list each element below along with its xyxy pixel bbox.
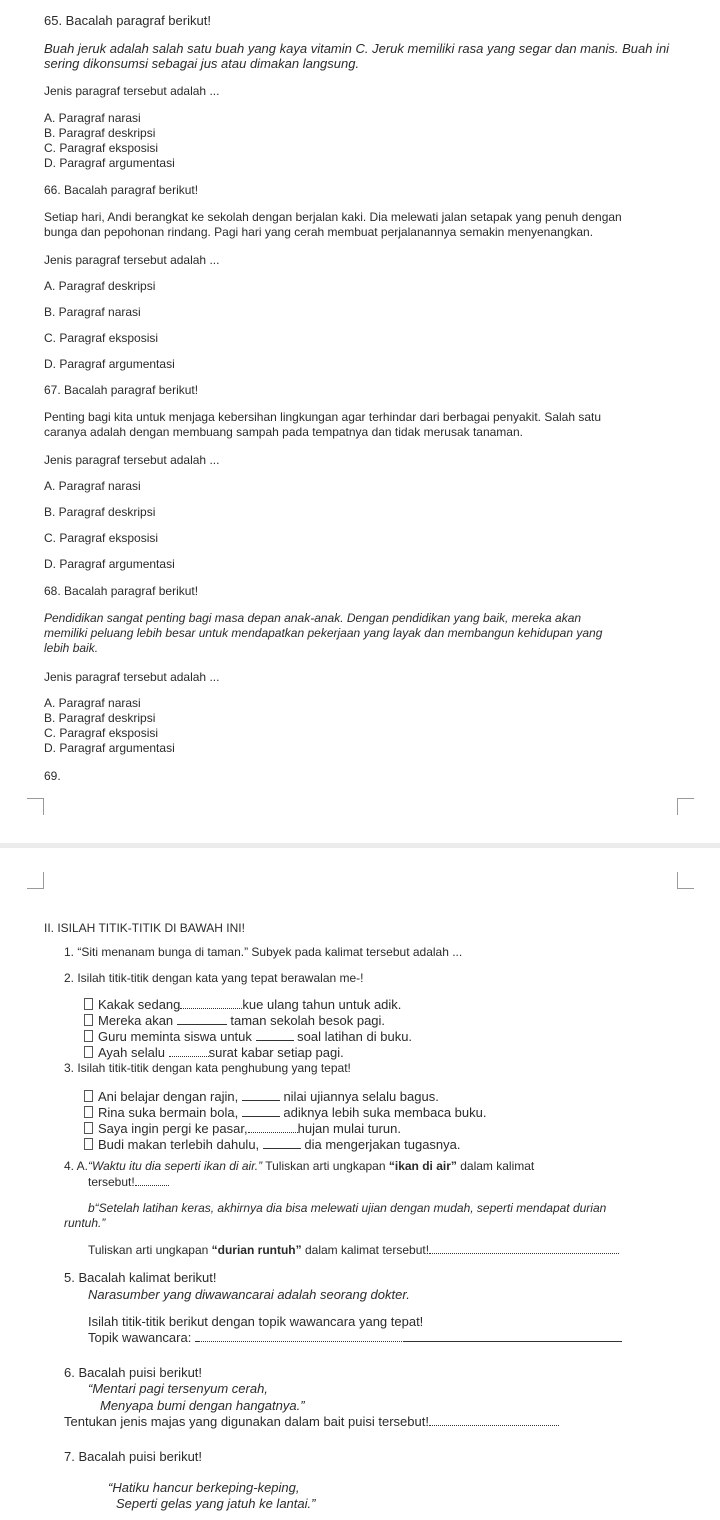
q68-option-d: D. Paragraf argumentasi (44, 741, 175, 755)
s2-q4b-line2: runtuh.” (64, 1216, 106, 1230)
checkbox-icon (84, 1122, 93, 1134)
s2-q5-instruction: Isilah titik-titik berikut dengan topik wawancara yang tepat! (88, 1314, 424, 1329)
s2-q4a: 4. A.“Waktu itu dia seperti ikan di air.” Tuliskan arti ungkapan “ikan di air” dalam kalimat (64, 1159, 535, 1173)
q68-option-b: B. Paragraf deskripsi (44, 711, 156, 725)
s2-q4a-end: tersebut! (88, 1175, 169, 1189)
q68-passage-line2: memiliki peluang lebih besar untuk mendapatkan pekerjaan yang layak dan membangun kehidupan yang (44, 626, 603, 640)
s2-q6-poem-line2: Menyapa bumi dengan hangatnya.” (100, 1398, 305, 1413)
crop-mark-bottom-right (677, 872, 694, 889)
q66-question: Jenis paragraf tersebut adalah ... (44, 253, 220, 267)
checkbox-icon (84, 1090, 93, 1102)
q68-passage-line3: lebih baik. (44, 641, 99, 655)
s2-q2: 2. Isilah titik-titik dengan kata yang tepat berawalan me-! (64, 971, 364, 985)
checkbox-icon (84, 998, 93, 1010)
section-2-heading: II. ISILAH TITIK-TITIK DI BAWAH INI! (44, 921, 245, 935)
checkbox-icon (84, 1138, 93, 1150)
q67-passage-line1: Penting bagi kita untuk menjaga kebersihan lingkungan agar terhindar dari berbagai penyakit. Salah satu (44, 410, 602, 424)
s2-q3-item-4: Budi makan terlebih dahulu, dia mengerjakan tugasnya. (84, 1137, 461, 1152)
s2-q7-poem-line2: Seperti gelas yang jatuh ke lantai.” (116, 1496, 316, 1511)
s2-q6-title: 6. Bacalah puisi berikut! (64, 1365, 203, 1380)
answer-blank-underline[interactable] (404, 1331, 622, 1342)
q68-question: Jenis paragraf tersebut adalah ... (44, 670, 220, 684)
s2-q2-item-1: Kakak sedang kue ulang tahun untuk adik. (84, 997, 401, 1012)
s2-q4b-instruction: Tuliskan arti ungkapan “durian runtuh” dalam kalimat tersebut! (88, 1243, 619, 1257)
q67-title: 67. Bacalah paragraf berikut! (44, 383, 199, 397)
s2-q3-item-3: Saya ingin pergi ke pasar, hujan mulai turun. (84, 1121, 401, 1136)
s2-q6-poem-line1: “Mentari pagi tersenyum cerah, (88, 1381, 268, 1396)
answer-blank[interactable] (263, 1138, 301, 1149)
answer-blank[interactable] (248, 1122, 298, 1133)
crop-mark-top-left (27, 798, 44, 815)
answer-blank[interactable] (199, 1331, 404, 1342)
answer-blank[interactable] (256, 1030, 294, 1041)
q65-option-c: C. Paragraf eksposisi (44, 141, 159, 155)
crop-mark-top-right (677, 798, 694, 815)
s2-q4b-line1: b“Setelah latihan keras, akhirnya dia bisa melewati ujian dengan mudah, seperti mendapat durian (88, 1201, 607, 1215)
s2-q5-topic-line: Topik wawancara: (88, 1330, 622, 1345)
s2-q3-item-1: Ani belajar dengan rajin, nilai ujiannya selalu bagus. (84, 1089, 439, 1104)
q66-passage-line1: Setiap hari, Andi berangkat ke sekolah dengan berjalan kaki. Dia melewati jalan setapak yang penuh dengan (44, 210, 622, 224)
s2-q2-item-2: Mereka akan taman sekolah besok pagi. (84, 1013, 385, 1028)
q65-option-d: D. Paragraf argumentasi (44, 156, 175, 170)
s2-q3: 3. Isilah titik-titik dengan kata penghubung yang tepat! (64, 1061, 351, 1075)
q67-option-c: C. Paragraf eksposisi (44, 531, 159, 545)
q67-option-b: B. Paragraf deskripsi (44, 505, 156, 519)
answer-blank[interactable] (429, 1415, 559, 1426)
crop-mark-bottom-left (27, 872, 44, 889)
s2-q1: 1. “Siti menanam bunga di taman.” Subyek pada kalimat tersebut adalah ... (64, 945, 463, 959)
page-break-divider (0, 843, 720, 848)
q68-title: 68. Bacalah paragraf berikut! (44, 584, 199, 598)
answer-blank[interactable] (242, 1106, 280, 1117)
s2-q2-item-4: Ayah selalu surat kabar setiap pagi. (84, 1045, 344, 1060)
q66-title: 66. Bacalah paragraf berikut! (44, 183, 199, 197)
checkbox-icon (84, 1014, 93, 1026)
q66-option-d: D. Paragraf argumentasi (44, 357, 175, 371)
q65-title: 65. Bacalah paragraf berikut! (44, 13, 211, 28)
q65-passage-line1: Buah jeruk adalah salah satu buah yang kaya vitamin C. Jeruk memiliki rasa yang segar dan manis. Buah ini (44, 41, 670, 56)
q66-passage-line2: bunga dan pepohonan rindang. Pagi hari yang cerah membuat perjalanannya semakin menyenangkan. (44, 225, 594, 239)
answer-blank[interactable] (169, 1046, 209, 1057)
s2-q5-quote: Narasumber yang diwawancarai adalah seorang dokter. (88, 1287, 410, 1302)
q67-option-a: A. Paragraf narasi (44, 479, 141, 493)
s2-q7-poem-line1: “Hatiku hancur berkeping-keping, (108, 1480, 300, 1495)
q69-title: 69. (44, 769, 61, 783)
answer-blank[interactable] (429, 1243, 619, 1254)
checkbox-icon (84, 1030, 93, 1042)
q67-question: Jenis paragraf tersebut adalah ... (44, 453, 220, 467)
s2-q2-item-3: Guru meminta siswa untuk soal latihan di buku. (84, 1029, 412, 1044)
s2-q5-title: 5. Bacalah kalimat berikut! (64, 1270, 217, 1285)
s2-q3-item-2: Rina suka bermain bola, adiknya lebih suka membaca buku. (84, 1105, 487, 1120)
answer-blank[interactable] (177, 1014, 227, 1025)
q68-option-a: A. Paragraf narasi (44, 696, 141, 710)
q65-passage-line2: sering dikonsumsi sebagai jus atau dimakan langsung. (44, 56, 360, 71)
checkbox-icon (84, 1106, 93, 1118)
answer-blank[interactable] (180, 998, 242, 1009)
q66-option-b: B. Paragraf narasi (44, 305, 141, 319)
s2-q6-instruction: Tentukan jenis majas yang digunakan dalam bait puisi tersebut! (64, 1414, 559, 1429)
answer-blank[interactable] (135, 1175, 169, 1186)
q67-passage-line2: caranya adalah dengan membuang sampah pada tempatnya dan tidak merusak tanaman. (44, 425, 523, 439)
q66-option-a: A. Paragraf deskripsi (44, 279, 156, 293)
q67-option-d: D. Paragraf argumentasi (44, 557, 175, 571)
q65-question: Jenis paragraf tersebut adalah ... (44, 84, 220, 98)
q68-passage-line1: Pendidikan sangat penting bagi masa depan anak-anak. Dengan pendidikan yang baik, mereka akan (44, 611, 582, 625)
s2-q7-title: 7. Bacalah puisi berikut! (64, 1449, 203, 1464)
answer-blank[interactable] (242, 1090, 280, 1101)
q66-option-c: C. Paragraf eksposisi (44, 331, 159, 345)
q65-option-b: B. Paragraf deskripsi (44, 126, 156, 140)
checkbox-icon (84, 1046, 93, 1058)
q65-option-a: A. Paragraf narasi (44, 111, 141, 125)
q68-option-c: C. Paragraf eksposisi (44, 726, 159, 740)
